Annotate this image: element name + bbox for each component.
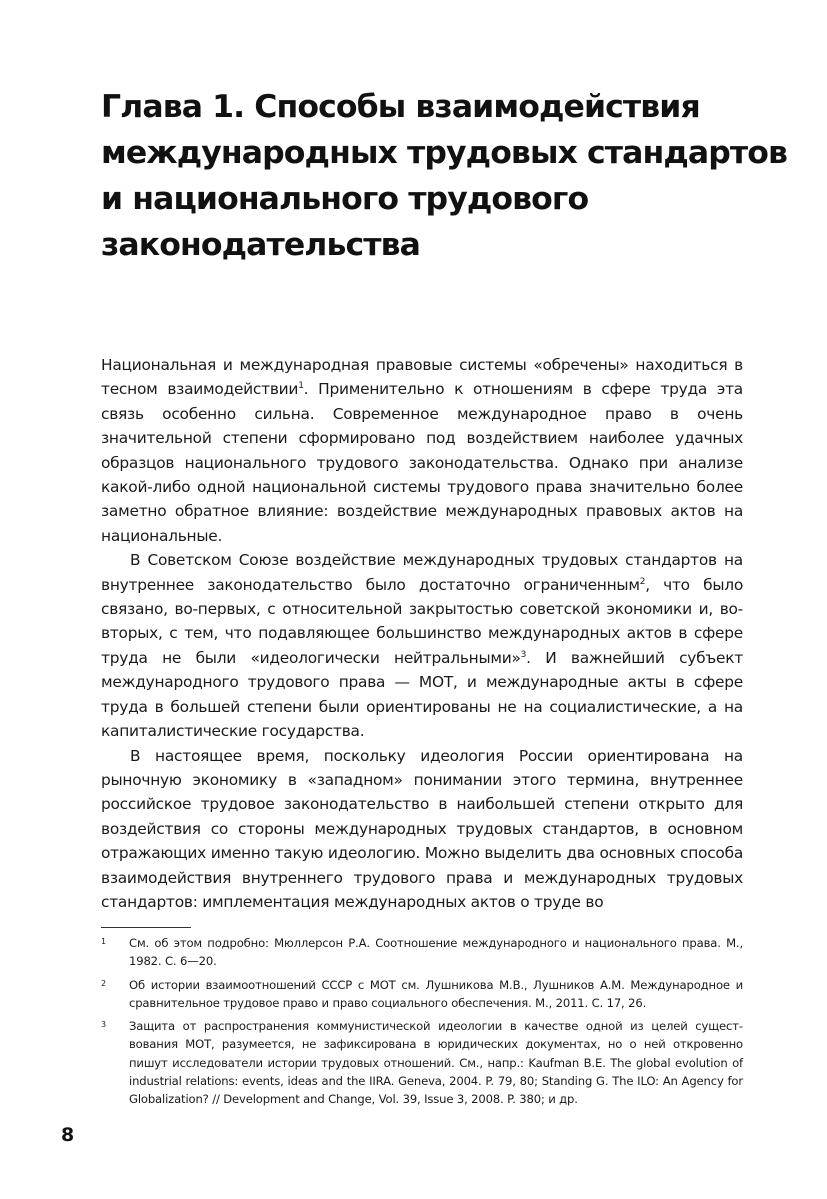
paragraph (101, 548, 743, 743)
footnote-divider (101, 927, 191, 928)
paragraph (101, 353, 743, 548)
body-text (101, 353, 743, 914)
chapter-title-line: и национального трудового (101, 181, 589, 217)
footnote (101, 1017, 743, 1108)
paragraph-text: В Советском Союзе воздействие международных трудовых стандартов на внутреннее законодательство было достаточно ограниченным (101, 551, 743, 594)
chapter-title-line: законодательства (101, 227, 421, 263)
footnote-ref: 2 (639, 576, 646, 587)
footnote-text: Защита от распространения коммунистической идеологии в качестве одной из целей существования МОТ, разумеется, не зафиксирована в юридических документах, но о ней откровенно пишут исследователи истории трудовых отношений. См., напр.: Kaufman B.E. The global evolution of industrial relations: events, ideas and the IIRA. Geneva, 2004. P. 79, 80; Standing G. The ILO: An Agency for Globalization? // Development and Change, Vol. 39, Issue 3, 2008. P. 380; и др. (129, 1019, 743, 1107)
paragraph: В настоящее время, поскольку идеология России ориентирована на рыночную экономику в «западном» понимании этого термина, внутреннее российское трудовое законодательство в наибольшей степени открыто для воздействия со стороны международных трудовых стандартов, в основном отражающих именно такую идеологию. Можно выделить два основных способа взаимодействия внутреннего трудового права и международных трудовых стандартов: имплементация международных актов о труде во (101, 746, 743, 911)
paragraph-text: Национальная и международная правовые системы «обречены» находиться в тесном взаимодействии (101, 356, 743, 399)
footnote (101, 934, 743, 971)
paragraph-text: . Применительно к отношениям в сфере труда эта связь особенно сильна. Современное международное право в очень значительной степени сформировано под воздействием наиболее удачных образцов национального трудового законодательства. Однако при анализе какой-либо одной национальной системы трудового права значительно более заметно обратное влияние: воздействие международных правовых актов на национальные. (101, 380, 743, 545)
footnote-ref: 1 (298, 381, 304, 392)
paragraph-text: , что было связано, во-первых, с относительной закрытостью советской экономики и, во-вторых, с тем, что подавляющее большинство международных актов в сфере труда не были «идеологически нейтральными» (101, 575, 743, 667)
footnote-ref: 3 (520, 649, 527, 660)
chapter-title (101, 84, 788, 268)
footnote-number: 1 (101, 937, 106, 946)
footnotes (101, 934, 743, 1114)
footnote-text: См. об этом подробно: Мюллерсон Р.А. Соотношение международного и национального права. М., 1982. С. 6—20. (129, 936, 743, 969)
footnote (101, 976, 743, 1013)
page-number: 8 (61, 1124, 75, 1146)
chapter-title-line: Глава 1. Способы взаимодействия (101, 89, 700, 125)
footnote-number: 3 (101, 1020, 106, 1030)
footnote-text: Об истории взаимоотношений СССР с МОТ см. Лушникова М.В., Лушников А.М. Международное и сравнительное трудовое право и право социального обеспечения. М., 2011. С. 17, 26. (129, 977, 743, 1010)
footnote-number: 2 (101, 978, 106, 988)
chapter-title-line: международных трудовых стандартов (101, 135, 788, 171)
paragraph-text: . И важнейший субъект международного трудового права — МОТ, и международные акты в сфере труда в большей степени были ориентированы не на социалистические, а на капиталистические государства. (101, 648, 743, 741)
